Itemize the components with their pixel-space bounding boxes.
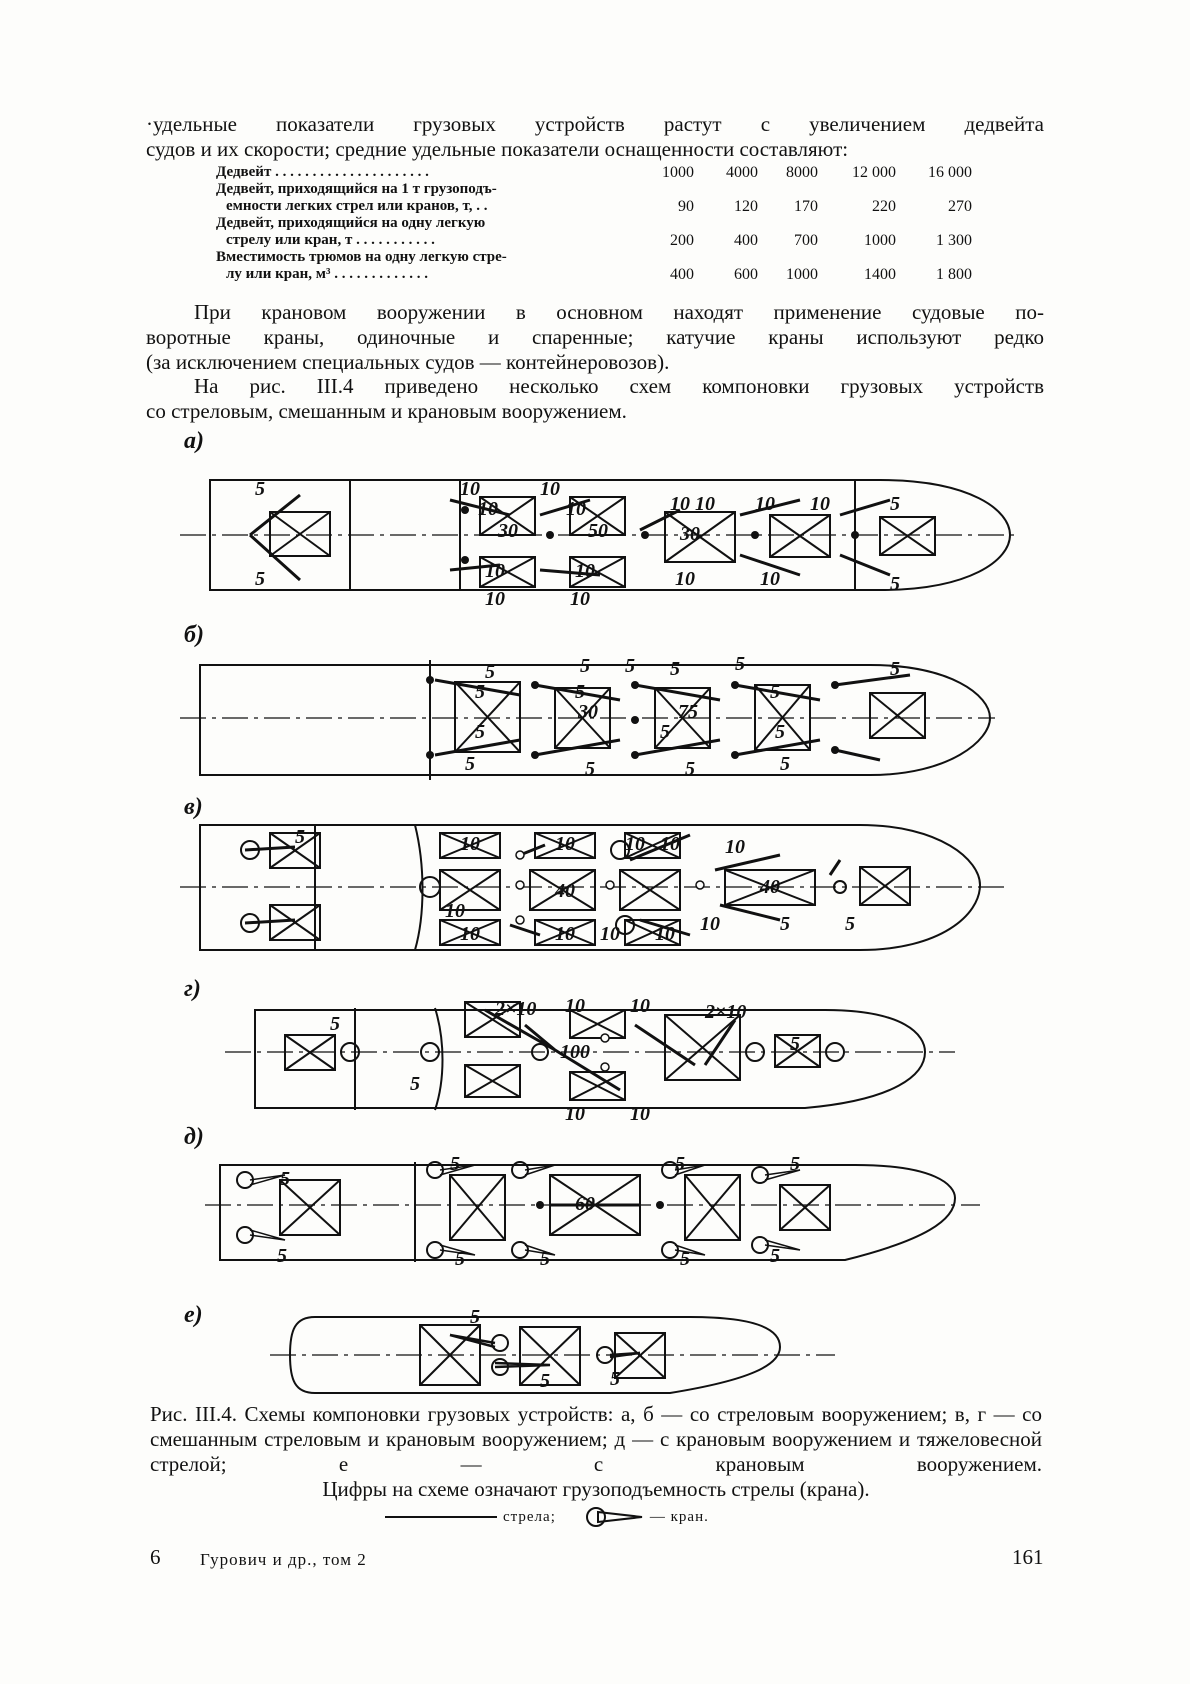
cell: 1000 [786,266,818,283]
capacity-label: 5 [485,661,495,683]
capacity-label: 5 [575,681,585,703]
ship-diagram-g [225,990,985,1130]
ship-diagram-e [270,1305,860,1405]
capacity-label: 5 [295,826,305,848]
capacity-label: 5 [540,1370,550,1392]
crane-symbol [492,1335,613,1375]
paragraph-crane-armament [146,300,1044,375]
row-label: Вместимость трюмов на одну легкую стре- лу или кран, м³ . . . . . . . . . . . . . [216,249,507,282]
hatch [780,1185,830,1230]
capacity-label: 5 [455,1248,465,1270]
capacity-label: 30 [578,701,598,723]
capacity-label: 10 [630,1103,650,1125]
para2-line-2: воротные краны, одиночные и спаренные; катучие краны используют редко [146,325,1044,349]
para2-line-1: При крановом вооружении в основном находят применение судовые по- [194,300,1044,324]
hatch [685,1175,740,1240]
boom-line-sample [385,1516,497,1518]
capacity-label: 5 [465,753,475,775]
capacity-label: 10 [566,498,586,520]
cell: 1400 [864,266,896,283]
capacity-label: 5 [660,721,670,743]
capacity-label: 10 [755,493,775,515]
cell: 200 [670,232,694,249]
capacity-label: 5 [475,681,485,703]
capacity-label: 5 [670,658,680,680]
cell: 220 [872,198,896,215]
capacity-label: 10 [555,923,575,945]
hatch [620,870,680,910]
capacity-label: 10 [700,913,720,935]
figure-letter-a: а) [184,428,204,454]
caption-text: Рис. III.4. Схемы компоновки грузовых устройств: а, б — со стреловым вооружением; в, г — со смешанным стреловым и крановым вооружением; д — с крановым вооружением и тяжеловесной стрелой; е — с крановым вооружением. [150,1402,1042,1476]
row-label: Дедвейт . . . . . . . . . . . . . . . . . . . . . [216,164,429,180]
capacity-label: 10 [660,833,680,855]
capacity-label: 10 [460,478,480,500]
figure-caption [150,1402,1042,1502]
bulkhead [415,825,423,950]
capacity-label: 10 [625,833,645,855]
capacity-label: 30 [680,523,700,545]
ship-diagram-d [205,1140,985,1280]
capacity-label: 5 [890,573,900,595]
figure-letter-v: в) [184,794,203,820]
capacity-label: 5 [585,758,595,780]
page-number: 161 [1012,1545,1044,1569]
cell: 16 000 [928,164,972,181]
hatch [465,1065,520,1097]
cell: 90 [678,198,694,215]
running-footer: Гурович и др., том 2 [200,1550,367,1569]
capacity-label: 5 [280,1168,290,1190]
capacity-label: 10 [760,568,780,590]
figure-letter-e: е) [184,1302,203,1328]
capacity-label: 5 [675,1153,685,1175]
table-row [216,215,972,249]
capacity-label: 5 [255,568,265,590]
capacity-label: 10 [675,568,695,590]
legend-boom-label: стрела; [503,1508,556,1525]
para3-line-1: На рис. III.4 приведено несколько схем компоновки грузовых устройств [194,374,1044,398]
capacity-label: 10 [445,900,465,922]
capacity-label: 5 [610,1368,620,1390]
capacity-label: 10 [460,833,480,855]
capacity-label: 10 [565,1103,585,1125]
capacity-label: 5 [790,1153,800,1175]
hatch [270,512,330,556]
capacity-label: 5 [775,721,785,743]
ship-diagram-v [180,805,1030,965]
capacity-label: 10 [655,923,675,945]
intro-line-2: судов и их скорости; средние удельные показатели оснащенности составляют: [146,137,849,161]
caption-last-line: Цифры на схеме означают грузоподъемность стрелы (крана). [322,1477,870,1501]
hatch [860,867,910,905]
capacity-label: 2×10 [705,1001,747,1023]
legend-crane-label: — кран. [649,1508,709,1525]
capacity-label: 40 [760,876,780,898]
capacity-label: 5 [790,1033,800,1055]
capacity-label: 5 [475,721,485,743]
capacity-label: 75 [678,701,698,723]
capacity-label: 5 [890,493,900,515]
row-label: Дедвейт, приходящийся на одну легкую стрелу или кран, т . . . . . . . . . . . [216,215,486,248]
capacity-label: 5 [770,681,780,703]
cell: 270 [948,198,972,215]
hatch [450,1175,505,1240]
capacity-label: 10 [670,493,690,515]
cell: 700 [794,232,818,249]
capacity-label: 5 [780,913,790,935]
capacity-label: 100 [560,1041,590,1063]
crane-icon [584,1506,644,1528]
figure-letter-b: б) [184,622,204,648]
capacity-label: 5 [680,1248,690,1270]
capacity-label: 60 [575,1193,595,1215]
cell: 1000 [864,232,896,249]
table-row [216,249,972,283]
capacity-label: 5 [770,1245,780,1267]
capacity-label: 10 [478,498,498,520]
capacity-label: 5 [450,1153,460,1175]
capacity-label: 10 [565,995,585,1017]
capacity-label: 40 [555,880,575,902]
capacity-label: 5 [625,655,635,677]
cell: 600 [734,266,758,283]
spec-table [216,164,972,283]
cell: 1000 [662,164,694,181]
capacity-label: 10 [725,836,745,858]
figure-letter-g: г) [184,976,201,1002]
figure-letter-d: д) [184,1124,204,1150]
hatch [665,512,735,562]
capacity-label: 10 [540,478,560,500]
capacity-label: 5 [780,753,790,775]
capacity-label: 10 [630,995,650,1017]
capacity-label: 5 [330,1013,340,1035]
intro-paragraph [146,112,1044,162]
cell: 400 [670,266,694,283]
hatch [880,517,935,555]
cell: 4000 [726,164,758,181]
capacity-label: 5 [255,478,265,500]
capacity-label: 5 [735,653,745,675]
cell: 400 [734,232,758,249]
capacity-label: 30 [498,520,518,542]
row-label: Дедвейт, приходящийся на 1 т грузоподъ- емности легких стрел или кранов, т, . . [216,181,497,214]
crane-symbol [237,1162,768,1258]
capacity-label: 10 [570,588,590,610]
capacity-label: 10 [600,923,620,945]
cell: 1 800 [936,266,972,283]
signature-number: 6 [150,1545,161,1569]
hatch [770,515,830,557]
hatch [665,1015,740,1080]
cell: 1 300 [936,232,972,249]
intro-line-1: ·удельные показатели грузовых устройств растут с увеличением дедвейта [146,112,1044,136]
para3-line-2: со стреловым, смешанным и крановым вооружением. [146,399,627,423]
para2-line-3: (за исключением специальных судов — контейнеровозов). [146,350,670,374]
capacity-label: 5 [580,655,590,677]
capacity-label: 5 [540,1248,550,1270]
capacity-label: 10 [555,833,575,855]
capacity-label: 5 [685,758,695,780]
ship-diagram-b [180,640,1030,800]
capacity-label: 10 [460,923,480,945]
capacity-label: 5 [845,913,855,935]
hatch [520,1327,580,1385]
capacity-label: 10 [575,560,595,582]
capacity-label: 5 [470,1306,480,1328]
hatch [870,693,925,738]
capacity-label: 5 [410,1073,420,1095]
capacity-label: 50 [588,520,608,542]
ship-diagram-a [180,455,1030,615]
cell: 170 [794,198,818,215]
paragraph-figure-ref [146,374,1044,424]
capacity-label: 10 [485,560,505,582]
cell: 120 [734,198,758,215]
capacity-label: 10 [810,493,830,515]
figure-legend [385,1506,709,1528]
table-row [216,164,972,181]
cell: 12 000 [852,164,896,181]
capacity-label: 2×10 [495,998,537,1020]
table-row [216,181,972,215]
capacity-label: 10 [695,493,715,515]
capacity-label: 5 [277,1245,287,1267]
capacity-label: 5 [890,658,900,680]
capacity-label: 10 [485,588,505,610]
cell: 8000 [786,164,818,181]
